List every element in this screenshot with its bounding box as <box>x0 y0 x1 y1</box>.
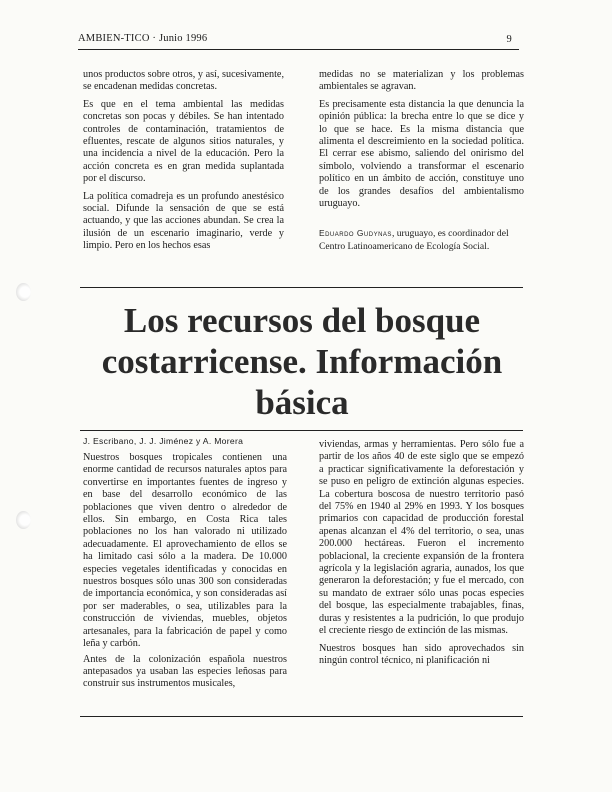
article-authors: J. Escribano, J. J. Jiménez y A. Morera <box>83 436 244 446</box>
paragraph: Es precisamente esta distancia la que denuncia la opinión pública: la brecha entre lo que se dice y lo que se hace. Es la misma distancia que alimenta el descreimiento en la sociedad política. El cerrar ese abismo, saliendo del onirismo del símbolo, volviendo a transformar el escenario político en un ámbito de acción, constituye uno de los grandes desafíos del ambientalismo uruguayo. <box>319 98 524 210</box>
binder-hole-top <box>16 283 31 301</box>
footer-rule <box>80 716 523 717</box>
page-number: 9 <box>506 34 512 45</box>
paragraph: Antes de la colonización española nuestros antepasados ya usaban las especies leñosas para construir sus instrumentos musicales, <box>83 653 287 690</box>
author-name: Eduardo Gudynas <box>319 228 392 239</box>
paragraph: unos productos sobre otros, y así, sucesivamente, se encadenan medidas concretas. <box>83 69 284 93</box>
article-column-left <box>83 452 287 696</box>
article-title: Los recursos del bosque costarricense. Información básica <box>101 301 503 422</box>
paragraph: medidas no se materializan y los problemas ambientales se agravan. <box>319 69 524 93</box>
binder-hole-bottom <box>16 511 31 529</box>
paragraph: viviendas, armas y herramientas. Pero sólo fue a partir de los años 40 de este siglo que se empezó a practicar significativamente la deforestación y se puso en peligro de extinción algunas especies. La cobertura boscosa de nuestro territorio pasó del 75% en 1940 al 29% en 1993. Y los bosques primarios con capacidad de producción forestal apenas alcanzan el 4% del territorio, o sea, unas 200.000 hectáreas. Fueron el incremento poblacional, la creciente expansión de la frontera agrícola y la legislación agraria, aunados, los que generaron la deforestación; y fue el mercado, con su mandato de extraer sólo unas pocas especies del bosque, las especialmente trabajables, finas, duras y resistentes a la pudrición, lo que produjo el creciente riesgo de extinción de las mismas. <box>319 439 524 637</box>
previous-article-column-left <box>83 69 284 258</box>
previous-article-column-right <box>319 69 524 253</box>
article-column-right <box>319 439 524 672</box>
paragraph: Nuestros bosques tropicales contienen una enorme cantidad de recursos naturales aptos para convertirse en importantes fuentes de ingreso y en base del desarrollo económico de las poblaciones que viven dentro o alrededor de ellos. Sin embargo, en Costa Rica tales poblaciones no los han valorado ni utilizado adecuadamente. El aprovechamiento de ellos se ha limitado casi sólo a la madera. De 10.000 especies vegetales identificadas y conocidas en nuestros bosques sólo unas 300 son consideradas de importancia económica, y son consideradas así por ser maderables, o sea, utilizables para la construcción de viviendas, muebles, objetos artesanales, para la fabricación de papel y como leña y carbón. <box>83 452 287 650</box>
journal-title: AMBIEN-TICO · Junio 1996 <box>78 33 208 44</box>
article-divider-top <box>80 287 523 288</box>
author-bio: , uruguayo, es coordinador del Centro Latinoamericano de Ecología Social. <box>319 228 509 252</box>
paragraph: Es que en el tema ambiental las medidas concretas son pocas y débiles. Se han intentado controles de contaminación, tratamientos de efluentes, rescate de algunos sitios naturales, y una incidencia a nivel de la educación. Pero la acción concreta es en gran medida suplantada por el discurso. <box>83 98 284 185</box>
header-rule <box>78 49 519 50</box>
paragraph: Nuestros bosques han sido aprovechados sin ningún control técnico, ni planificación ni <box>319 642 524 666</box>
author-note <box>319 227 524 253</box>
paragraph: La política comadreja es un profundo anestésico social. Difunde la sensación de que se está actuando, y que las acciones abundan. Se crea la ilusión de un escenario imaginario, verde y limpio. Pero en los hechos esas <box>83 190 284 252</box>
article-divider-bottom <box>80 430 523 431</box>
